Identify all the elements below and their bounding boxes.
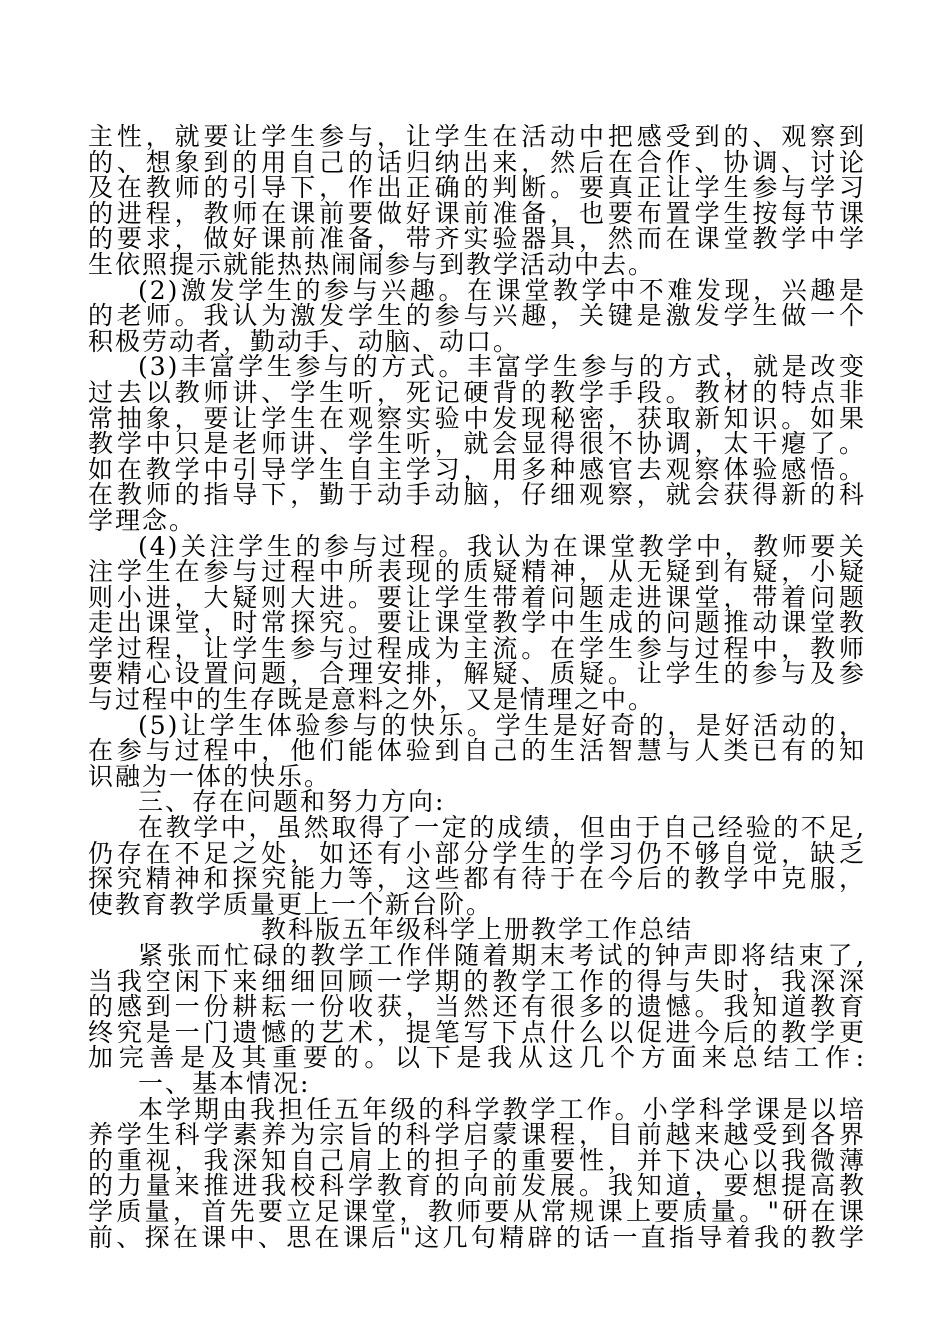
section-title: 教科版五年级科学上册教学工作总结 (260, 915, 693, 945)
text-line: 及在教师的引导下，作出正确的判断。要真正让学生参与学习 (88, 173, 866, 203)
text-line: 加完善是及其重要的。以下是我从这几个方面来总结工作: (88, 1043, 866, 1073)
text-line: 生依照提示就能热热闹闹参与到教学活动中去。 (88, 249, 656, 279)
text-line: 的老师。我认为激发学生的参与兴趣，关键是激发学生做一个 (88, 301, 866, 331)
text-line: (3)丰富学生参与的方式。丰富学生参与的方式，就是改变 (138, 352, 866, 382)
text-line: 终究是一门遗憾的艺术，提笔写下点什么以促进今后的教学更 (88, 1017, 866, 1047)
text-line: 三、存在问题和努力方向: (138, 787, 446, 817)
text-line: 与过程中的生存既是意料之外，又是情理之中。 (88, 685, 656, 715)
text-line: 主性，就要让学生参与，让学生在活动中把感受到的、观察到 (88, 122, 866, 151)
text-line: (2)激发学生的参与兴趣。在课堂教学中不难发现，兴趣是 (138, 275, 866, 305)
text-line: 在教学中，虽然取得了一定的成绩，但由于自己经验的不足, (138, 813, 866, 843)
text-line: 的、想象到的用自己的话归纳出来，然后在合作、协调、讨论 (88, 147, 866, 177)
text-line: 本学期由我担任五年级的科学教学工作。小学科学课是以培 (138, 1094, 866, 1124)
text-line: (5)让学生体验参与的快乐。学生是好奇的，是好活动的， (138, 710, 866, 740)
text-line: 的力量来推进我校科学教育的向前发展。我知道，要想提高教 (88, 1171, 866, 1201)
text-line: 使教育教学质量更上一个新台阶。 (88, 889, 494, 919)
text-line: 学理念。 (88, 505, 197, 535)
text-line: 过去以教师讲、学生听，死记硬背的教学手段。教材的特点非 (88, 377, 866, 407)
text-line: 紧张而忙碌的教学工作伴随着期末考试的钟声即将结束了, (138, 941, 866, 970)
text-line: 注学生在参与过程中所表现的质疑精神，从无疑到有疑，小疑 (88, 557, 866, 587)
document-page (88, 124, 866, 1250)
text-line: 学质量，首先要立足课堂，教师要从常规课上要质量。"研在课 (88, 1196, 866, 1226)
text-line: 前、探在课中、思在课后"这几句精辟的话一直指导着我的教学 (88, 1222, 866, 1252)
text-line: (4)关注学生的参与过程。我认为在课堂教学中，教师要关 (138, 531, 866, 561)
text-line: 在教师的指导下，勤于动手动脑，仔细观察，就会获得新的科 (88, 480, 866, 510)
text-line: 的重视，我深知自己肩上的担子的重要性，并下决心以我微薄 (88, 1145, 866, 1175)
text-line: 则小进，大疑则大进。要让学生带着问题走进课堂，带着问题 (88, 582, 866, 612)
text-line: 如在教学中引导学生自主学习，用多种感官去观察体验感悟。 (88, 454, 866, 484)
text-line: 识融为一体的快乐。 (88, 761, 332, 791)
text-line: 的感到一份耕耘一份收获，当然还有很多的遗憾。我知道教育 (88, 992, 866, 1022)
text-line: 养学生科学素养为宗旨的科学启蒙课程，目前越来越受到各界 (88, 1120, 866, 1150)
text-line: 学过程，让学生参与过程成为主流。在学生参与过程中，教师 (88, 633, 866, 663)
text-line: 常抽象，要让学生在观察实验中发现秘密，获取新知识。如果 (88, 403, 866, 433)
text-line: 探究精神和探究能力等，这些都有待于在今后的教学中克服， (88, 864, 866, 894)
text-line: 仍存在不足之处，如还有小部分学生的学习仍不够自觉，缺乏 (88, 838, 866, 868)
text-line: 教学中只是老师讲、学生听，就会显得很不协调，太干瘪了。 (88, 429, 866, 459)
text-line: 的要求，做好课前准备，带齐实验器具，然而在课堂教学中学 (88, 224, 866, 254)
text-line: 一、基本情况: (138, 1068, 311, 1098)
text-line: 在参与过程中，他们能体验到自己的生活智慧与人类已有的知 (88, 736, 866, 766)
text-line: 当我空闲下来细细回顾一学期的教学工作的得与失时，我深深 (88, 966, 866, 996)
text-line: 要精心设置问题，合理安排，解疑、质疑。让学生的参与及参 (88, 659, 866, 689)
text-line: 积极劳动者，勤动手、动脑、动口。 (88, 326, 521, 356)
text-line: 走出课堂，时常探究。要让课堂教学中生成的问题推动课堂教 (88, 608, 866, 638)
text-line: 的进程，教师在课前要做好课前准备，也要布置学生按每节课 (88, 198, 866, 228)
